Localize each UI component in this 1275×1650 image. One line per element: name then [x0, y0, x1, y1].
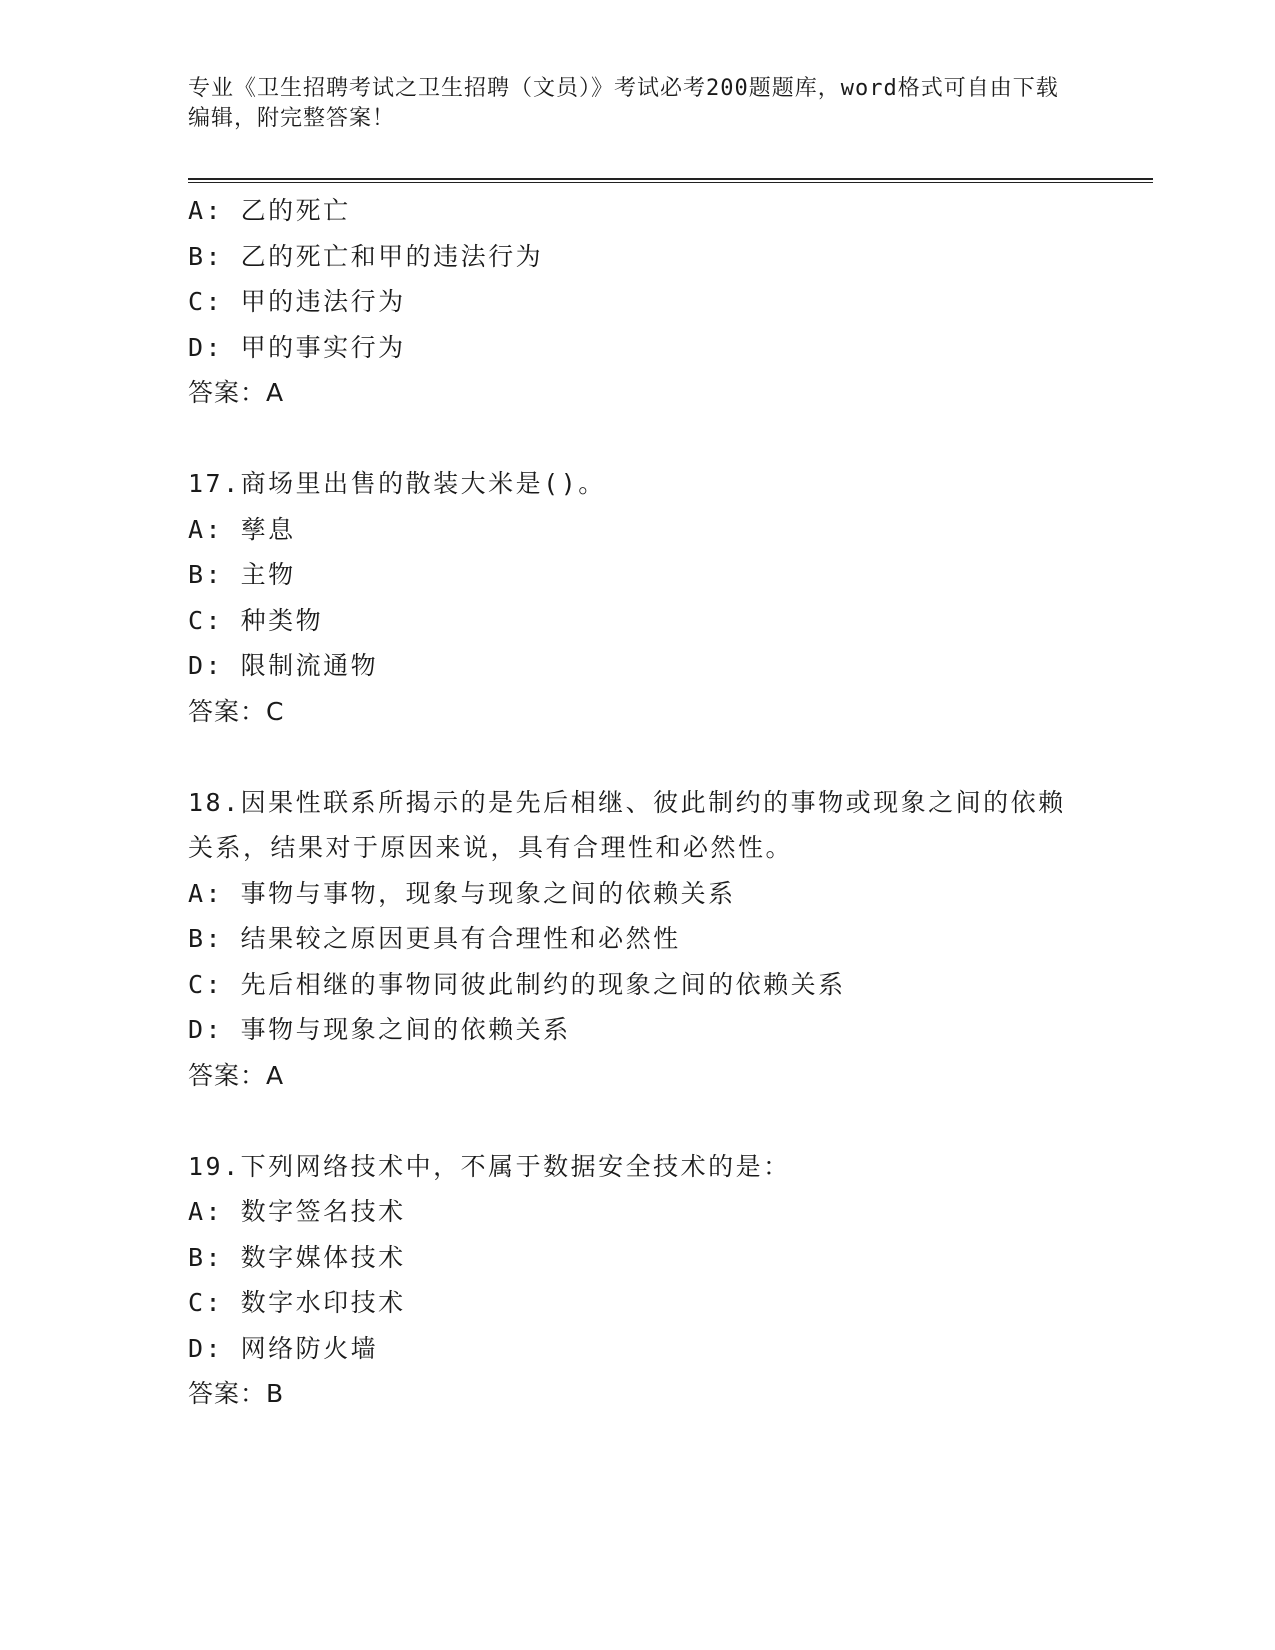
spacer	[188, 734, 1088, 780]
option-b: B: 乙的死亡和甲的违法行为	[188, 241, 544, 271]
option-a: A: 乙的死亡	[188, 196, 351, 225]
option-d: D: 事物与现象之间的依赖关系	[188, 1015, 571, 1044]
question-stem: 18.因果性联系所揭示的是先后相继、彼此制约的事物或现象之间的依赖关系，结果对于原因来说，具有合理性和必然性。	[188, 787, 1066, 862]
spacer	[188, 416, 1088, 462]
option-d: D: 网络防火墙	[188, 1333, 379, 1363]
option-c: C: 甲的违法行为	[188, 287, 406, 316]
option-a: A: 孳息	[188, 514, 296, 544]
spacer	[188, 1098, 1088, 1144]
header-divider-thick	[188, 178, 1153, 180]
question-19	[188, 1144, 1088, 1417]
option-c: C: 种类物	[188, 605, 324, 635]
option-b: B: 结果较之原因更具有合理性和必然性	[188, 924, 681, 953]
question-17	[188, 461, 1088, 734]
question-list	[188, 188, 1088, 1417]
answer-line: 答案：A	[188, 1060, 285, 1090]
question-18	[188, 780, 1088, 1099]
question-stem: 19.下列网络技术中，不属于数据安全技术的是：	[188, 1151, 791, 1181]
option-b: B: 数字媒体技术	[188, 1242, 406, 1272]
option-c: C: 先后相继的事物同彼此制约的现象之间的依赖关系	[188, 969, 846, 999]
option-a: A: 数字签名技术	[188, 1197, 406, 1226]
document-header: 专业《卫生招聘考试之卫生招聘（文员）》考试必考200题题库，word格式可自由下载编辑，附完整答案！	[188, 76, 1059, 131]
answer-line: 答案：C	[188, 696, 285, 726]
question-stem: 17.商场里出售的散装大米是()。	[188, 469, 606, 498]
option-a: A: 事物与事物，现象与现象之间的依赖关系	[188, 878, 736, 908]
option-d: D: 限制流通物	[188, 651, 379, 680]
answer-line: 答案：B	[188, 1379, 285, 1408]
question-fragment	[188, 188, 1088, 416]
header-divider-thin	[188, 182, 1153, 183]
option-b: B: 主物	[188, 560, 296, 589]
option-c: C: 数字水印技术	[188, 1288, 406, 1317]
option-d: D: 甲的事实行为	[188, 332, 406, 362]
answer-line: 答案：A	[188, 378, 285, 407]
